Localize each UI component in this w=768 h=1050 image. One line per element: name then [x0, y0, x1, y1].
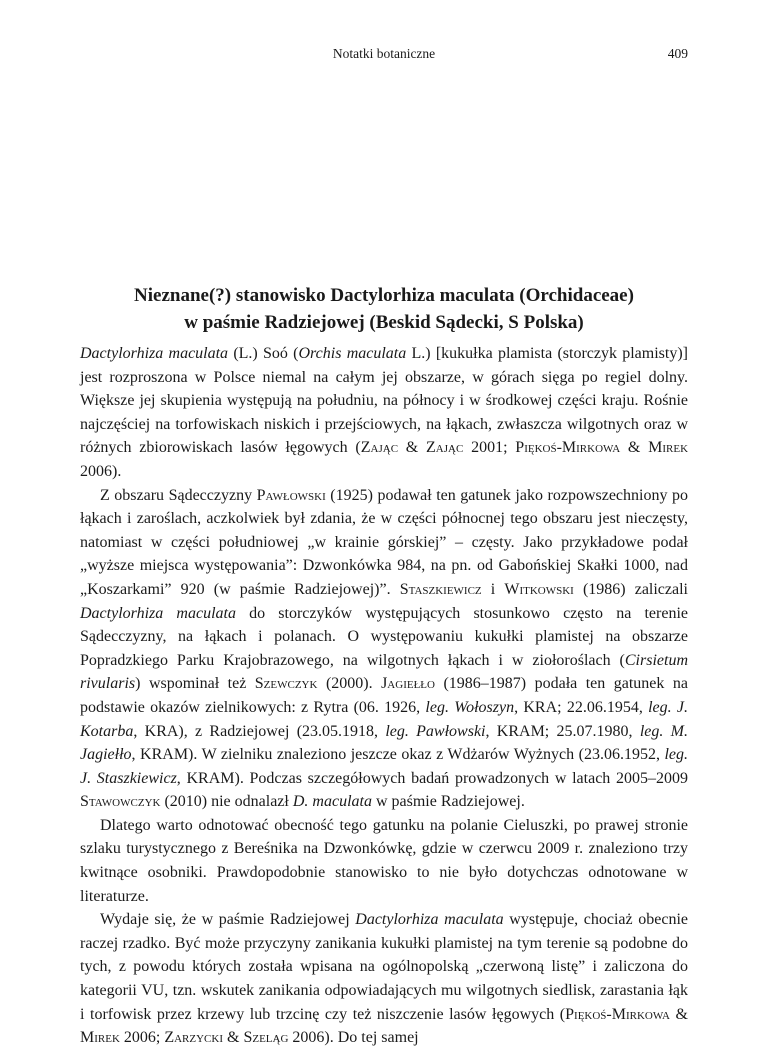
- text-run: , KRAM). Podczas szczegółowych badań prowadzonych w latach 2005–2009: [176, 769, 689, 787]
- journal-title: Notatki botaniczne: [332, 46, 436, 61]
- citation-author: Piękoś-Mirkowa: [565, 1005, 670, 1023]
- text-run: &: [223, 1029, 244, 1047]
- text-run: występuje, chociaż obecnie raczej rzadko. Być może przyczyny zanikania kukułki plamistej na tym terenie są podobne do tych, z powodu których została wpisana na ogólnopolską „czerwoną listę” i zaliczona do kategorii VU, tzn. wskutek zanikania odpowiadających mu wilgotnych siedlisk, zarastania łąk i torfowisk przez krzewy lub trzcinę czy też niszczenie lasów łęgowych (: [80, 911, 688, 1023]
- citation-author: Mirek: [80, 1029, 120, 1047]
- citation-author: Jagiełło: [381, 675, 435, 693]
- text-run: 2006). Do tej samej: [288, 1029, 419, 1047]
- text-run: , KRA; 22.06.1954,: [514, 698, 649, 716]
- citation-author: Zarzycki: [164, 1029, 224, 1047]
- article-title: [80, 282, 688, 336]
- text-run: (1925) podawał ten gatunek jako rozpowszechniony po łąkach i zaroślach, aczkolwiek był zdania, że w części północnej tego obszaru jest nieczęsty, natomiast w części południowej „w krainie górskiej” – częsty. Jako przykładowe podał „wyższe miejsca występowania”: Dzwonkówka 984, na pn. od Gabońskiej Skałki 1000, nad „Koszarkami” 920 (w paśmie Radziejowej)”.: [80, 486, 688, 598]
- text-run: &: [620, 439, 649, 457]
- text-run: Wydaje się, że w paśmie Radziejowej: [100, 911, 356, 929]
- synonym-name: Orchis maculata: [298, 345, 407, 362]
- collector: leg. J. Kotarba: [80, 698, 688, 740]
- text-run: i: [481, 580, 505, 598]
- article-title-line-1: Nieznane(?) stanowisko Dactylorhiza maculata (Orchidaceae): [134, 285, 634, 306]
- paragraph-2: [80, 484, 688, 814]
- text-run: , KRA), z Radziejowej (23.05.1918,: [133, 722, 386, 740]
- text-run: , KRAM). W zielniku znaleziono jeszcze okaz z Wdżarów Wyżnych (23.06.1952,: [131, 746, 665, 764]
- text-run: (L.) Soó (: [228, 345, 299, 362]
- collector: leg. Pawłowski: [385, 722, 486, 740]
- collector: leg. J. Staszkiewicz: [80, 746, 688, 787]
- text-run: ) wspominał też: [135, 675, 255, 693]
- paragraph-4: [80, 908, 688, 1050]
- citation-author: Staszkiewicz: [399, 580, 482, 598]
- text-run: , KRAM; 25.07.1980,: [485, 722, 640, 740]
- text-run: (1986) zaliczali: [573, 580, 689, 598]
- citation-author: Zając: [426, 439, 464, 457]
- collector: leg. M. Jagiełło: [80, 722, 689, 764]
- article-title-line-2: w paśmie Radziejowej (Beskid Sądecki, S Polska): [184, 312, 584, 333]
- citation-author: Zając: [360, 439, 399, 457]
- paragraph-1: [80, 342, 688, 484]
- text-run: &: [669, 1005, 689, 1023]
- citation-author: Stawowczyk: [80, 793, 161, 811]
- paragraph-3: [80, 814, 688, 908]
- text-run: Z obszaru Sądecczyzny: [100, 486, 257, 504]
- species-name: Dactylorhiza maculata: [80, 345, 229, 362]
- citation-author: Szeląg: [243, 1029, 289, 1047]
- species-name: D. maculata: [292, 793, 372, 811]
- syntaxon-name: Cirsietum rivularis: [80, 651, 688, 693]
- text-run: 2001;: [463, 439, 516, 457]
- text-run: w paśmie Radziejowej.: [371, 793, 525, 811]
- text-run: L.) [kukułka plamista (storczyk plamisty)] jest rozproszona w Polsce niemal na całym jej obszarze, w górach sięga po regiel dolny. Większe jej skupienia występują na południu, na północy i w środkowej części kraju. Rośnie najczęściej na torfowiskach niskich i przejściowych, na łąkach, zwłaszcza wilgotnych oraz w różnych zbiorowiskach lasów łęgowych (: [80, 345, 689, 457]
- citation-author: Pawłowski: [256, 486, 326, 504]
- species-name: Dactylorhiza maculata: [80, 604, 236, 622]
- page-number: 409: [667, 46, 688, 61]
- citation-author: Witkowski: [504, 580, 574, 598]
- collector: leg. Wołoszyn: [425, 698, 515, 716]
- citation-author: Piękoś-Mirkowa: [515, 439, 621, 457]
- text-run: (2000).: [317, 675, 382, 693]
- text-run: do storczyków występujących stosunkowo często na terenie Sądecczyzny, na łąkach i polanach. O występowaniu kukułki plamistej na obszarze Popradzkiego Parku Krajobrazowego, na wilgotnych łąkach i w ziołoroślach (: [80, 604, 688, 669]
- citation-author: Szewczyk: [254, 675, 318, 693]
- text-run: (2010) nie odnalazł: [160, 793, 293, 811]
- running-head: [80, 46, 688, 66]
- citation-author: Mirek: [648, 439, 689, 457]
- text-run: &: [398, 439, 427, 457]
- species-name: Dactylorhiza maculata: [355, 911, 504, 929]
- text-run: (1986–1987) podała ten gatunek na podstawie okazów zielnikowych: z Rytra (06. 1926,: [80, 675, 688, 716]
- text-run: Dlatego warto odnotować obecność tego gatunku na polanie Cieluszki, po prawej stronie szlaku turystycznego z Bereśnika na Dzwonkówkę, gdzie w czerwcu 2009 r. znaleziono trzy kwitnące osobniki. Prawdopodobnie stanowisko to nie było dotychczas odnotowane w literaturze.: [80, 816, 688, 905]
- text-run: 2006;: [119, 1029, 165, 1047]
- article-body: [80, 342, 688, 1050]
- text-run: 2006).: [80, 462, 122, 480]
